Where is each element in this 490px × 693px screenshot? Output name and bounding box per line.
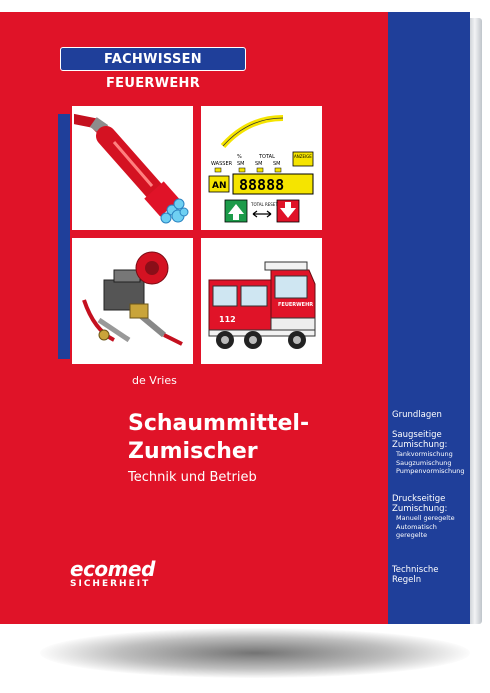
fire-truck-illustration: [201, 238, 322, 364]
toc-druckseitige: Druckseitige Zumischung: Manuell geregelte Automatisch geregelte: [392, 494, 455, 539]
svg-text:TOTAL RESET: TOTAL RESET: [251, 202, 278, 207]
title-line-2: Zumischer: [128, 439, 258, 464]
svg-text:FEUERWEHR: FEUERWEHR: [278, 302, 314, 308]
blue-accent-bar: [58, 114, 70, 359]
publisher-name: ecomed: [70, 557, 155, 581]
control-panel-illustration: [201, 106, 322, 230]
author-name: de Vries: [132, 374, 177, 387]
svg-text:112: 112: [219, 315, 236, 324]
svg-text:SM: SM: [273, 161, 281, 167]
book-shadow: [40, 628, 470, 678]
toc-saugseitige: Saugseitige Zumischung: Tankvormischung Saugzumischung Pumpenvormischung: [392, 430, 465, 475]
book-subtitle: Technik und Betrieb: [128, 470, 257, 485]
publisher-logo: [70, 557, 188, 599]
svg-text:SM: SM: [237, 161, 245, 167]
svg-text:AN: AN: [212, 181, 227, 191]
illustration-grid: [70, 104, 324, 366]
toc-technische-regeln: Technische Regeln: [392, 565, 439, 585]
toc-grundlagen: Grundlagen: [392, 410, 442, 420]
title-line-1: Schaummittel-: [128, 411, 310, 436]
svg-text:ANZEIGE: ANZEIGE: [294, 154, 312, 159]
series-label: FACHWISSEN FEUERWEHR: [60, 47, 246, 71]
svg-text:SM: SM: [255, 161, 263, 167]
publisher-imprint: SICHERHEIT: [70, 579, 151, 589]
svg-text:TOTAL: TOTAL: [259, 154, 275, 160]
svg-text:88888: 88888: [239, 176, 285, 194]
pump-illustration: [72, 238, 193, 364]
svg-text:%: %: [237, 154, 242, 160]
foam-nozzle-illustration: [72, 106, 193, 230]
book-spine: [470, 18, 482, 624]
book-cover: [0, 12, 470, 624]
panel-wasser-label: WASSER: [211, 161, 233, 167]
book-title: [128, 410, 309, 466]
